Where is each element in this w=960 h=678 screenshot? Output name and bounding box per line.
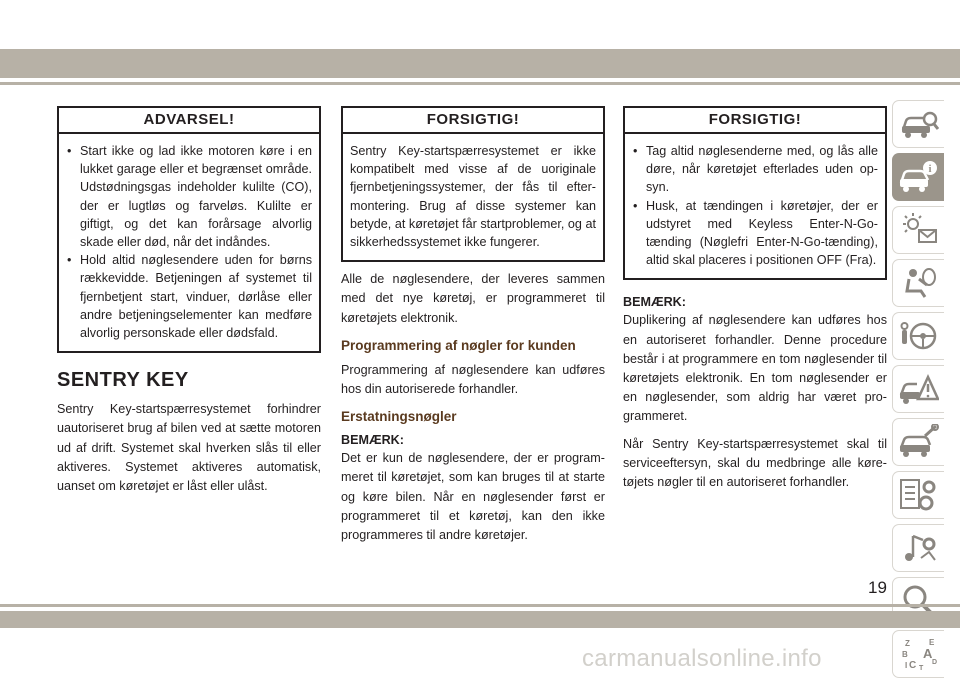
- tab-specifications[interactable]: [892, 471, 944, 519]
- note-label: BEMÆRK:: [623, 295, 686, 310]
- column-3: [623, 106, 887, 492]
- note-text: Duplikering af nøglesendere kan udføres hos en autoriseret forhandler. Denne procedure består i at programmere en tom nøglesender til køretøjets elektronik. En tom nøglesender er en nøglesender, som aldrig har været programmeret.: [623, 313, 887, 424]
- caution-title-1: FORSIGTIG!: [343, 108, 603, 134]
- caution-item: • Tag altid nøglesenderne med, og lås alle døre, når køretøjet efterlades uden opsyn.: [632, 142, 878, 197]
- index-letter: E: [928, 638, 934, 647]
- warning-title: ADVARSEL!: [59, 108, 319, 134]
- tab-safety[interactable]: [892, 259, 944, 307]
- top-band: [0, 49, 960, 78]
- tab-car-info[interactable]: [892, 153, 944, 201]
- index-letter: I: [904, 661, 907, 670]
- airbag-seat-icon: [899, 265, 939, 301]
- heading-replacement-keys: Erstatningsnøgler: [341, 409, 457, 425]
- bottom-band: [0, 611, 960, 628]
- chapter-tabs: [892, 100, 944, 678]
- tab-multimedia[interactable]: [892, 524, 944, 572]
- index-letter: D: [931, 659, 937, 666]
- alphabet-index-icon: [899, 636, 939, 672]
- caution-body-1: [343, 134, 603, 260]
- warning-box: [57, 106, 321, 353]
- index-letter: B: [901, 650, 908, 659]
- watermark: carmanualsonline.info: [582, 645, 822, 672]
- car-info-icon: [898, 159, 938, 195]
- steering-wheel-key-icon: [899, 318, 939, 354]
- column-1: [57, 106, 321, 496]
- tab-starting-driving[interactable]: [892, 312, 944, 360]
- paragraph-programming: Programmering af nøglesendere kan udføres hos din autoriserede forhandler.: [341, 362, 605, 397]
- car-magnifier-icon: [899, 106, 939, 142]
- caution-text-1: Sentry Key-startspærresystemet er ikke kompatibelt med visse af de uoriginale fjernbetjeningssystemer, der fås til eftermontering. Brug af disse systemer kan betyde, at køretøjet får startproblemer, og at sikkerhedssystemet ikke fungerer.: [350, 144, 596, 250]
- warning-item: • Hold altid nøglesendere uden for børns rækkevidde. Betjeningen af systemet til fjernbetjent start, vinduer, dørlåse eller andre betjeningselementer kan medføre alvorlig personskade eller dødsfald.: [66, 251, 312, 342]
- tab-warning-lights[interactable]: [892, 206, 944, 254]
- tab-service[interactable]: [892, 418, 944, 466]
- tab-emergency[interactable]: [892, 365, 944, 413]
- bottom-rule: [0, 604, 960, 607]
- car-warning-triangle-icon: [899, 371, 939, 407]
- caution-box-2: [623, 106, 887, 280]
- note-label: BEMÆRK:: [341, 433, 404, 448]
- index-letter: C: [908, 660, 916, 671]
- caution-item: • Husk, at tændingen i køretøjer, der er udstyret med Keyless Enter-N-Go-tænding (Nøglefri Enter-N-Go-tænding), altid skal placeres i positionen OFF (Fra).: [632, 197, 878, 270]
- warning-light-message-icon: [899, 212, 939, 248]
- index-letter: Z: [904, 639, 910, 648]
- caution-title-2: FORSIGTIG!: [625, 108, 885, 134]
- column-2: [341, 106, 605, 545]
- caution-box-1: [341, 106, 605, 262]
- paragraph-keys-programmed: Alle de nøglesendere, der leveres sammen med det nye køretøj, er programmeret til køretøjets elektronik.: [341, 272, 605, 325]
- checklist-gear-icon: [899, 477, 939, 513]
- index-letter: A: [922, 646, 932, 661]
- car-wrench-icon: [899, 424, 939, 460]
- warning-body: [59, 134, 319, 351]
- page-number: 19: [868, 578, 887, 597]
- paragraph-service: Når Sentry Key-startspærresystemet skal til serviceeftersyn, skal du medbringe alle køretøjets nøgler til en autoriseret forhandler.: [623, 436, 887, 490]
- note-text: Det er kun de nøglesendere, der er programmeret til køretøjet, som kan bruges til at starte og køre bilen. Når en nøglesender først er programmeret til et køretøj, kan den ikke programmeres til andre køretøjer.: [341, 451, 605, 543]
- tab-alphabetical-index[interactable]: [892, 630, 944, 678]
- tab-car-magnifier[interactable]: [892, 100, 944, 148]
- sentry-key-body: Sentry Key-startspærresystemet forhindrer uautoriseret brug af bilen ved at sætte motoren ud af drift. Systemet skal hverken slås til eller aktiveres. Systemet aktiveres automatisk, uanset om køretøjet er låst eller ulåst.: [57, 402, 321, 494]
- caution-body-2: [625, 134, 885, 278]
- warning-item: • Start ikke og lad ikke motoren køre i en lukket garage eller et begrænset område. Udstødningsgas indeholder kulilte (CO), der er lugtløs og farveløs. Kulilte er giftigt, og det kan forårsage alvorlig skade eller død, når det indåndes.: [66, 142, 312, 251]
- sentry-key-heading: SENTRY KEY: [57, 369, 189, 392]
- heading-programming: Programmering af nøgler for kunden: [341, 337, 576, 353]
- top-rule: [0, 82, 960, 85]
- music-settings-icon: [899, 530, 939, 566]
- svg-text:i: i: [928, 163, 932, 175]
- index-letter: T: [918, 665, 923, 672]
